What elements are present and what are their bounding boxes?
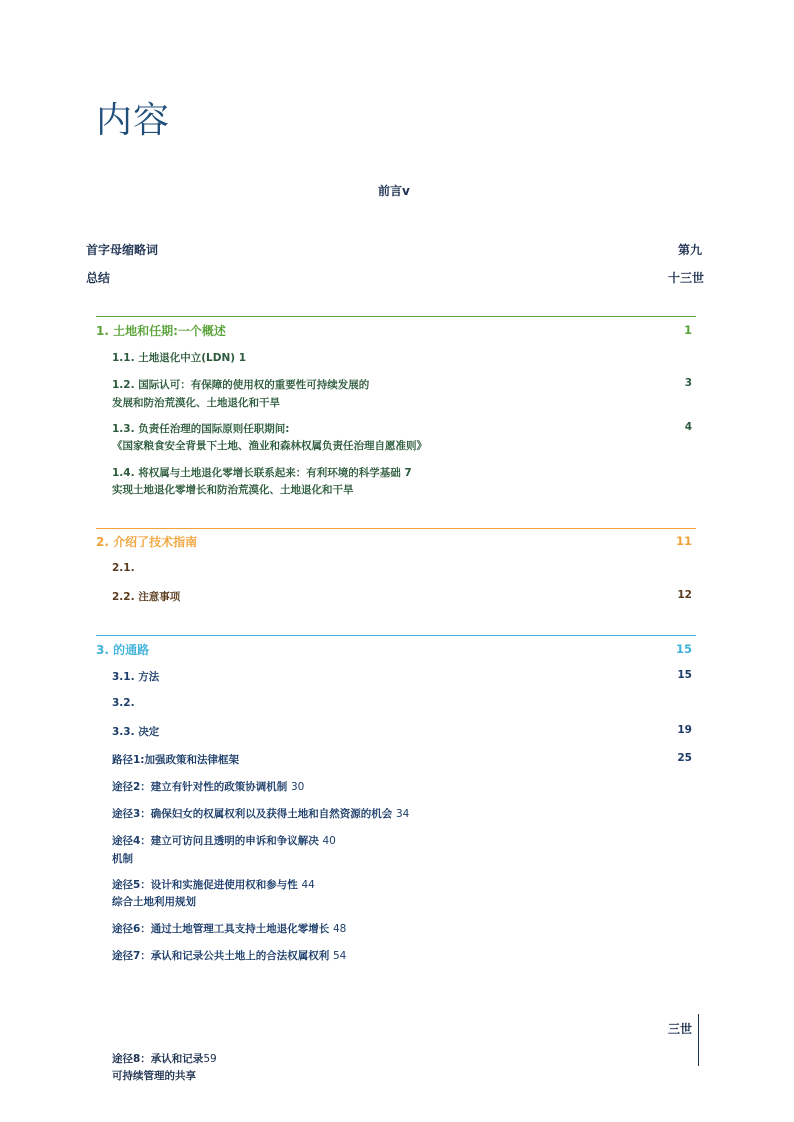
toc-pathway-6[interactable] xyxy=(112,921,346,936)
toc-item-3-1-page: 15 xyxy=(677,669,692,681)
toc-pathway-8-cont: 可持续管理的共享 xyxy=(112,1070,196,1082)
toc-item-1-4[interactable]: 1.4. 将权属与土地退化零增长联系起来：有利环境的科学基础 7 xyxy=(112,467,412,479)
toc-pathway-4-cont: 机制 xyxy=(112,853,133,865)
pathway-2-title: 途径2：建立有针对性的政策协调机制 xyxy=(112,781,288,793)
page-number-bar xyxy=(698,1014,699,1066)
pathway-8-title: 途径8：承认和记录 xyxy=(112,1053,204,1065)
page-title: 内容 xyxy=(96,100,171,141)
pathway-5-title: 途径5：设计和实施促进使用权和参与性 xyxy=(112,879,298,891)
toc-pathway-1[interactable]: 路径1:加强政策和法律框架 xyxy=(112,754,240,766)
section-3-rule xyxy=(96,635,696,636)
toc-pathway-5-cont: 综合土地利用规划 xyxy=(112,896,196,908)
pathway-5-page: 44 xyxy=(301,879,315,891)
pathway-6-title: 途径6：通过土地管理工具支持土地退化零增长 xyxy=(112,923,330,935)
toc-section-3-page: 15 xyxy=(675,642,692,656)
toc-item-1-3-cont: 《国家粮食安全背景下土地、渔业和森林权属负责任治理自愿准则》 xyxy=(112,440,427,452)
toc-section-3[interactable]: 3. 的通路 xyxy=(96,643,150,657)
toc-summary[interactable]: 总结 xyxy=(86,271,111,285)
toc-pathway-5[interactable] xyxy=(112,877,315,892)
toc-item-3-3[interactable]: 3.3. 决定 xyxy=(112,726,160,738)
toc-item-3-1[interactable]: 3.1. 方法 xyxy=(112,671,160,683)
toc-item-1-1[interactable]: 1.1. 土地退化中立(LDN) 1 xyxy=(112,352,246,364)
toc-section-1[interactable]: 1. 土地和任期:一个概述 xyxy=(96,324,226,338)
toc-pathway-4[interactable] xyxy=(112,833,336,848)
pathway-4-title: 途径4：建立可访问且透明的申诉和争议解决 xyxy=(112,835,319,847)
toc-item-2-2-page: 12 xyxy=(677,589,692,601)
toc-summary-page: 十三世 xyxy=(667,271,704,285)
pathway-8-page: 59 xyxy=(203,1053,217,1065)
pathway-3-title: 途径3：确保妇女的权属权利以及获得土地和自然资源的机会 xyxy=(112,808,393,820)
section-1-rule xyxy=(96,316,696,317)
toc-item-2-1[interactable]: 2.1. xyxy=(112,562,135,574)
pathway-7-title: 途径7：承认和记录公共土地上的合法权属权利 xyxy=(112,950,330,962)
toc-item-3-3-page: 19 xyxy=(677,724,692,736)
toc-item-1-4-cont: 实现土地退化零增长和防治荒漠化、土地退化和干旱 xyxy=(112,484,354,496)
pathway-6-page: 48 xyxy=(332,923,347,935)
pathway-4-page: 40 xyxy=(322,835,336,847)
page-number: 三世 xyxy=(667,1022,692,1036)
toc-section-2[interactable]: 2. 介绍了技术指南 xyxy=(96,535,198,549)
toc-pathway-1-page: 25 xyxy=(677,752,692,764)
section-2-rule xyxy=(96,528,696,529)
toc-item-1-3-page: 4 xyxy=(684,421,692,433)
toc-item-2-2[interactable]: 2.2. 注意事项 xyxy=(112,591,181,603)
toc-acronyms[interactable]: 首字母缩略词 xyxy=(86,243,159,257)
pathway-2-page: 30 xyxy=(290,781,305,793)
toc-pathway-2[interactable] xyxy=(112,779,304,794)
toc-section-2-page: 11 xyxy=(675,534,692,548)
toc-item-1-2-cont: 发展和防治荒漠化、土地退化和干旱 xyxy=(112,397,280,409)
toc-item-1-3[interactable]: 1.3. 负责任治理的国际原则任职期间: xyxy=(112,423,290,435)
toc-pathway-8[interactable] xyxy=(112,1051,217,1066)
pathway-7-page: 54 xyxy=(332,950,347,962)
toc-pathway-7[interactable] xyxy=(112,948,346,963)
toc-acronyms-page: 第九 xyxy=(677,243,702,257)
toc-preface[interactable]: 前言v xyxy=(378,184,410,198)
pathway-3-page: 34 xyxy=(395,808,410,820)
toc-pathway-3[interactable] xyxy=(112,806,409,821)
toc-item-3-2[interactable]: 3.2. xyxy=(112,697,135,709)
toc-item-1-2[interactable]: 1.2. 国际认可：有保障的使用权的重要性可持续发展的 xyxy=(112,379,370,391)
toc-section-1-page: 1 xyxy=(683,323,692,337)
toc-item-1-2-page: 3 xyxy=(684,377,692,389)
